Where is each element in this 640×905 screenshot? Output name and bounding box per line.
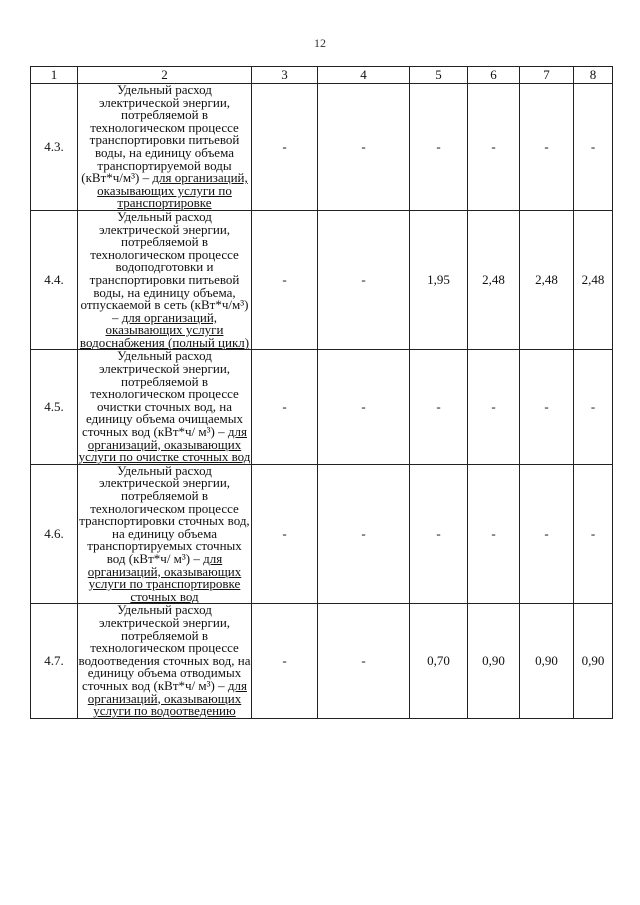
cell-value: - [520,350,574,464]
row-description [78,210,252,350]
cell-value: - [318,464,410,604]
cell-value: - [520,84,574,211]
row-description [78,604,252,718]
column-header: 5 [410,67,468,84]
cell-value: - [574,350,613,464]
cell-value: - [318,210,410,350]
header-row [31,67,613,84]
column-header: 6 [468,67,520,84]
table-row [31,464,613,604]
cell-value: 0,90 [468,604,520,718]
cell-value: - [520,464,574,604]
cell-value: - [574,84,613,211]
table-row [31,604,613,718]
description-underlined-text: для организаций, оказывающих услуги водоснабжения (полный цикл) [79,309,250,350]
column-header: 2 [78,67,252,84]
row-description [78,464,252,604]
cell-value: - [318,84,410,211]
cell-value: 2,48 [468,210,520,350]
row-number: 4.7. [31,604,78,718]
description-underlined-text: для организаций, оказывающих услуги по транспортировке сточных вод [87,550,242,604]
cell-value: - [252,464,318,604]
table-row [31,84,613,211]
cell-value: - [252,84,318,211]
row-number: 4.5. [31,350,78,464]
description-underlined-text: для организаций, оказывающих услуги по очистке сточных вод [78,424,251,465]
column-header: 3 [252,67,318,84]
cell-value: - [252,604,318,718]
row-number: 4.4. [31,210,78,350]
description-text: Удельный расход электрической энергии, потребляемой в технологическом процессе транспортировки сточных вод, на единицу объема транспортируемых сточных вод (кВт*ч/ м³) – [79,462,250,566]
row-number: 4.6. [31,464,78,604]
indicators-table [30,66,613,719]
column-header: 1 [31,67,78,84]
row-number: 4.3. [31,84,78,211]
column-header: 8 [574,67,613,84]
cell-value: - [410,464,468,604]
row-description [78,84,252,211]
table-row [31,210,613,350]
cell-value: 0,90 [520,604,574,718]
cell-value: 2,48 [520,210,574,350]
table-row [31,350,613,464]
cell-value: 0,70 [410,604,468,718]
cell-value: 0,90 [574,604,613,718]
description-text: Удельный расход электрической энергии, потребляемой в технологическом процессе водоподготовки и транспортировки питьевой воды, на единицу объема, отпускаемой в сеть (кВт*ч/м³) – [80,208,249,325]
cell-value: - [468,350,520,464]
cell-value: - [410,350,468,464]
description-underlined-text: для организаций, оказывающих услуги по транспортировке [97,170,248,211]
cell-value: - [318,604,410,718]
description-text: Удельный расход электрической энергии, потребляемой в технологическом процессе водоотведения сточных вод, на единицу объема отводимых сточных вод (кВт*ч/ м³) – [78,602,251,693]
row-description [78,350,252,464]
column-header: 7 [520,67,574,84]
description-underlined-text: для организаций, оказывающих услуги по водоотведению [87,677,247,719]
cell-value: - [468,84,520,211]
cell-value: - [252,350,318,464]
description-text: Удельный расход электрической энергии, потребляемой в технологическом процессе очистки сточных вод, на единицу объема очищаемых сточных вод (кВт*ч/ м³) – [82,348,243,440]
description-text: Удельный расход электрической энергии, потребляемой в технологическом процессе транспортировки питьевой воды, на единицу объема транспортируемой воды (кВт*ч/м³) – [81,82,240,186]
cell-value: - [574,464,613,604]
column-header: 4 [318,67,410,84]
cell-value: - [468,464,520,604]
cell-value: - [252,210,318,350]
page-number: 12 [314,36,326,50]
cell-value: - [318,350,410,464]
cell-value: 2,48 [574,210,613,350]
cell-value: 1,95 [410,210,468,350]
cell-value: - [410,84,468,211]
